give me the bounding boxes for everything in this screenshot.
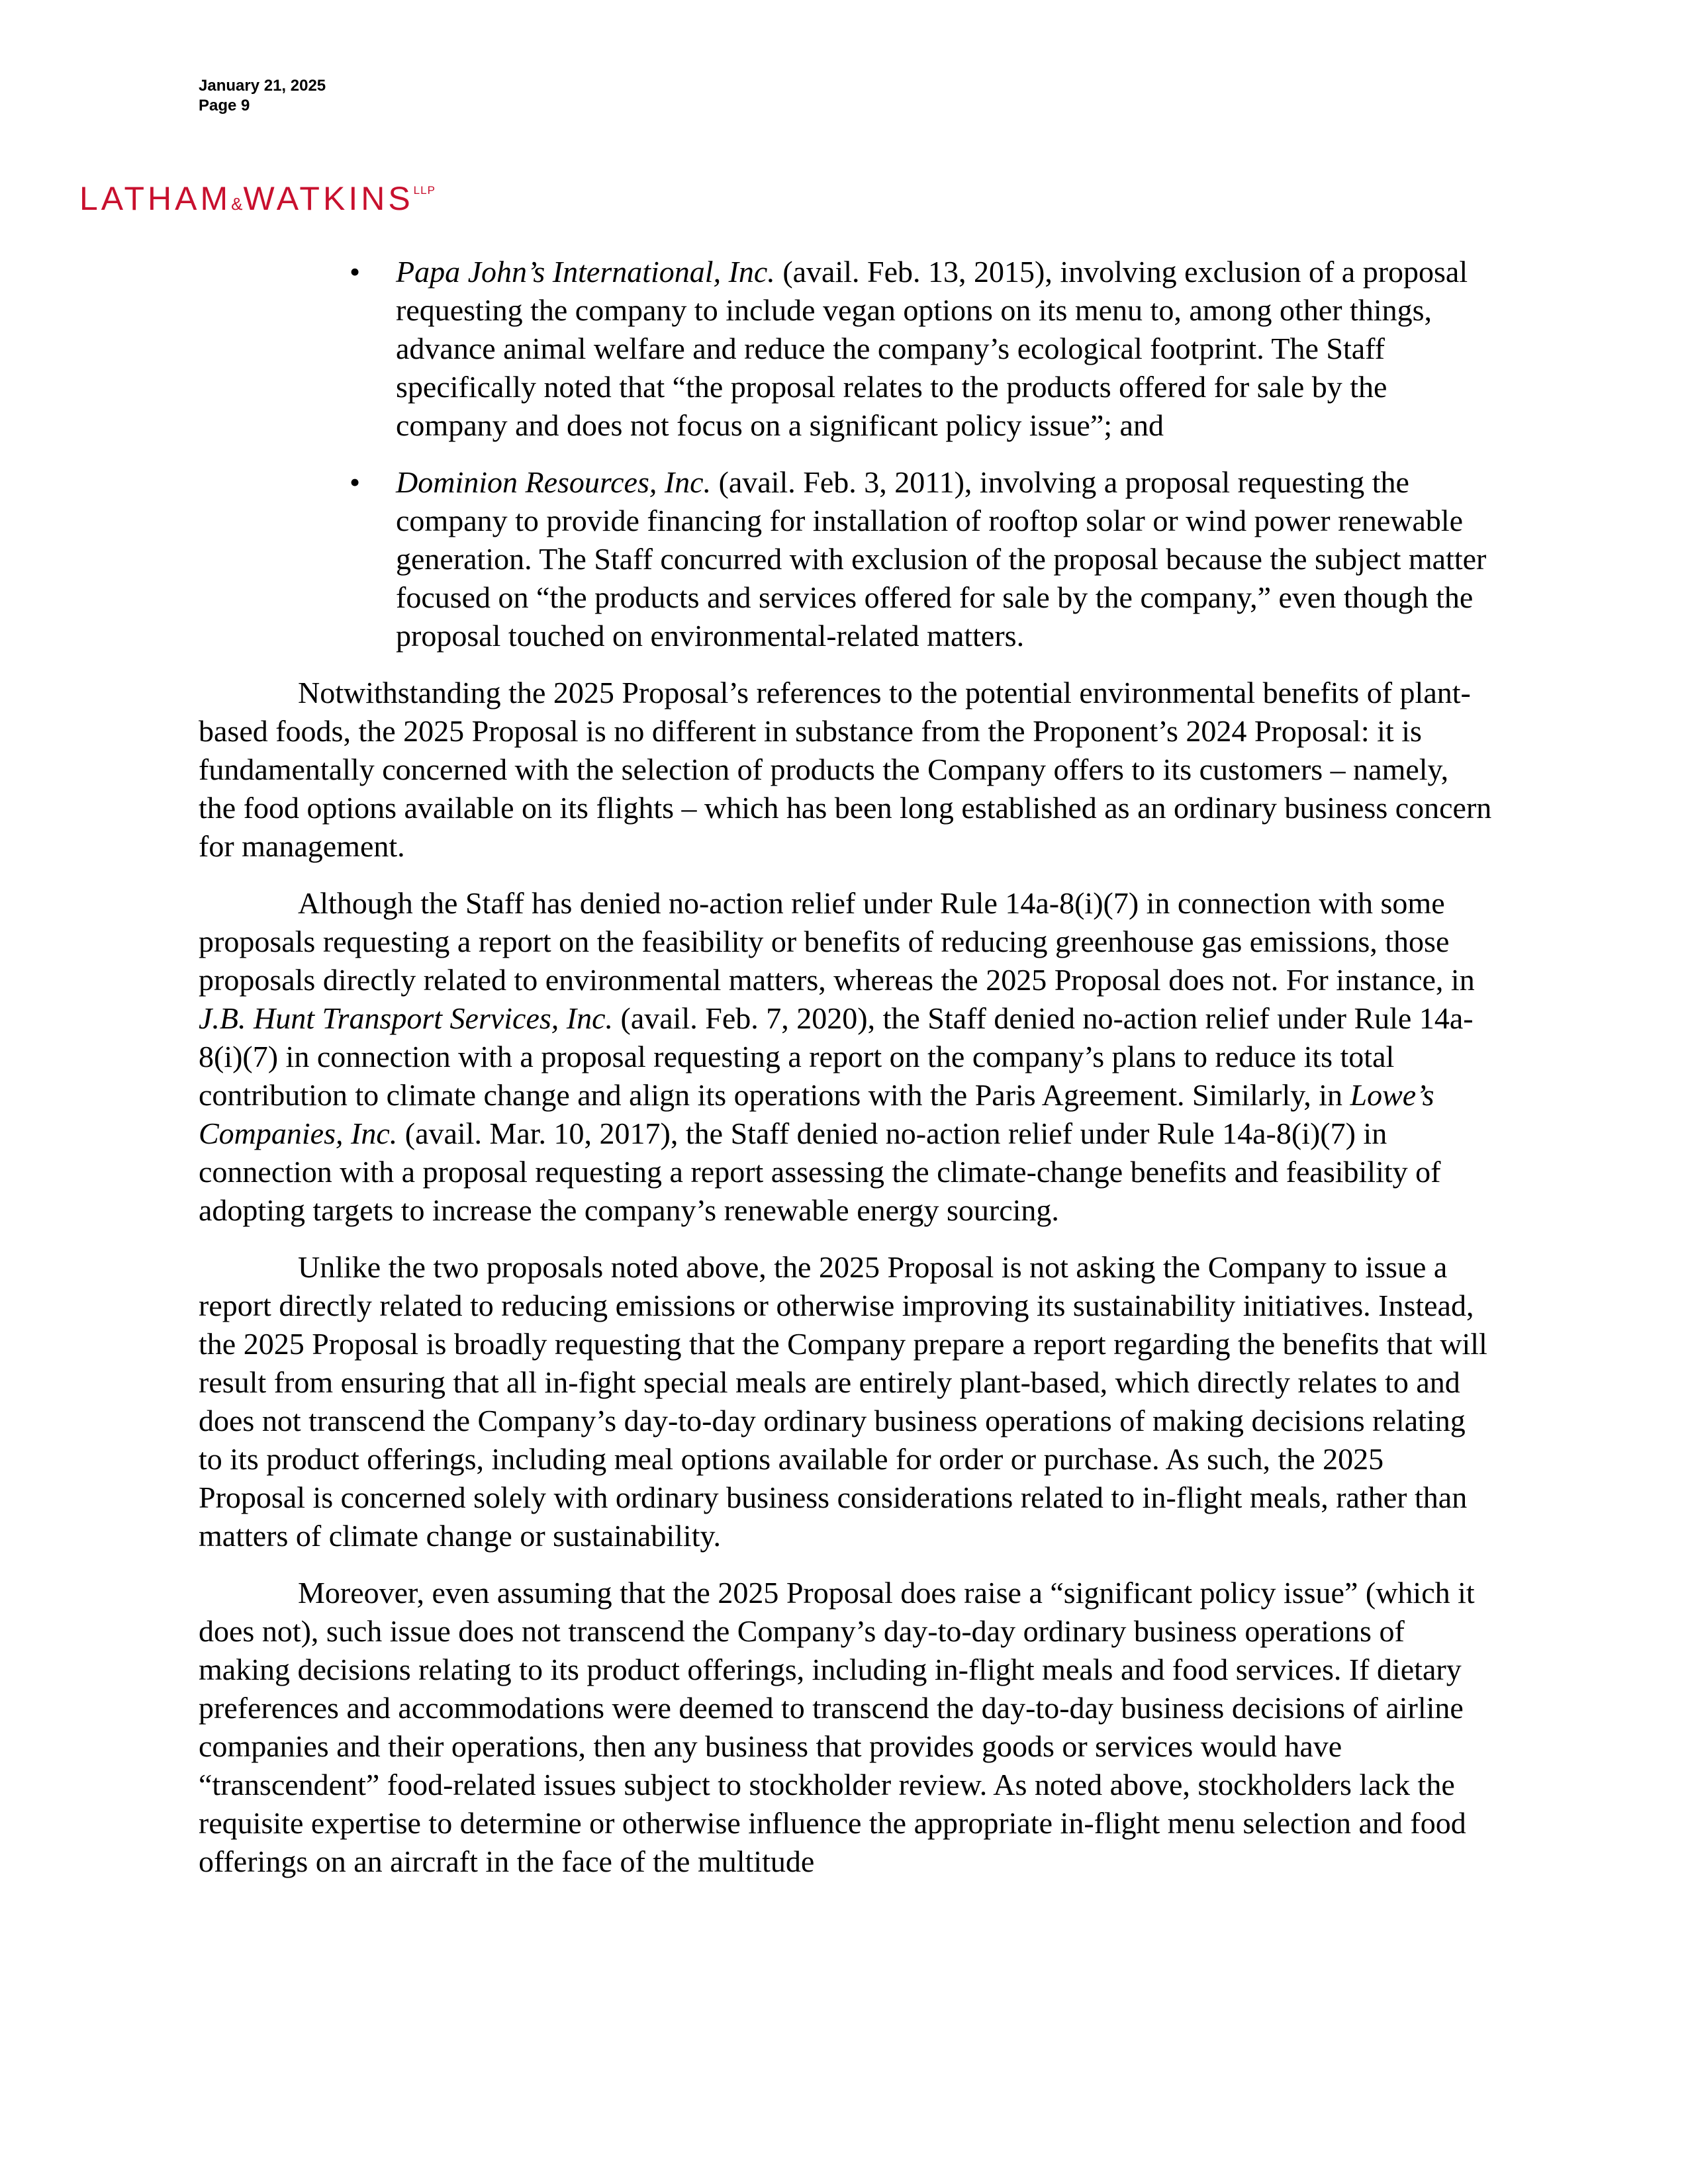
firm-logo (79, 171, 436, 224)
list-item-text: (avail. Feb. 13, 2015), involving exclusion of a proposal requesting the company to include vegan options on its menu to, among other things, advance animal welfare and reduce the company’s ecological footprint. The Staff specifically noted that “the proposal relates to the products offered for sale by the company and does not focus on a significant policy issue”; and (396, 255, 1468, 442)
logo-name-left: LATHAM (79, 180, 232, 217)
case-name: J.B. Hunt Transport Services, Inc. (199, 1001, 614, 1035)
paragraph-notwithstanding: Notwithstanding the 2025 Proposal’s references to the potential environmental benefits of plant-based foods, the 2025 Proposal is no different in substance from the Proponent’s 2024 Proposal: it is fundamentally concerned with the selection of products the Company offers to its customers – namely, the food options available on its flights – which has been long established as an ordinary business concern for management. (199, 676, 1492, 863)
document-body (199, 253, 1493, 1899)
case-name: Dominion Resources, Inc. (396, 465, 712, 499)
page-header (199, 76, 326, 116)
list-item-text: (avail. Feb. 3, 2011), involving a proposal requesting the company to provide financing for installation of rooftop solar or wind power renewable generation. The Staff concurred with exclusion of the proposal because the subject matter focused on “the products and services offered for sale by the company,” even though the proposal touched on environmental-related matters. (396, 465, 1487, 653)
paragraph-text: (avail. Feb. 7, 2020), the Staff denied no-action relief under Rule 14a-8(i)(7) in connection with a proposal requesting a report on the company’s plans to reduce its total contribution to climate change and align its operations with the Paris Agreement. Similarly, in (199, 1001, 1474, 1112)
precedent-list (199, 253, 1493, 655)
bullet-marker: • (350, 255, 361, 289)
paragraph-unlike: Unlike the two proposals noted above, the 2025 Proposal is not asking the Company to issue a report directly related to reducing emissions or otherwise improving its sustainability initiatives. Instead, the 2025 Proposal is broadly requesting that the Company prepare a report regarding the benefits that will result from ensuring that all in-fight special meals are entirely plant-based, which directly relates to and does not transcend the Company’s day-to-day ordinary business operations of making decisions relating to its product offerings, including meal options available for order or purchase. As such, the 2025 Proposal is concerned solely with ordinary business considerations related to in-flight meals, rather than matters of climate change or sustainability. (199, 1250, 1487, 1553)
bullet-marker: • (350, 465, 361, 499)
paragraph-text: (avail. Mar. 10, 2017), the Staff denied no-action relief under Rule 14a-8(i)(7) in connection with a proposal requesting a report assessing the climate-change benefits and feasibility of adopting targets to increase the company’s renewable energy sourcing. (199, 1116, 1441, 1227)
case-name: Lowe’s Companies, Inc. (199, 1078, 1434, 1150)
list-item (350, 253, 1493, 445)
logo-name-right: WATKINS (243, 180, 414, 217)
case-name: Papa John’s International, Inc. (396, 255, 775, 289)
logo-suffix: LLP (413, 184, 436, 197)
paragraph-staff-precedents (199, 884, 1493, 1230)
paragraph-moreover: Moreover, even assuming that the 2025 Proposal does raise a “significant policy issue” (which it does not), such issue does not transcend the Company’s day-to-day ordinary business operations of making decisions relating to its product offerings, including in-flight meals and food services. If dietary preferences and accommodations were deemed to transcend the day-to-day business decisions of airline companies and their operations, then any business that provides goods or services would have “transcendent” food-related issues subject to stockholder review. As noted above, stockholders lack the requisite expertise to determine or otherwise influence the appropriate in-flight menu selection and food offerings on an aircraft in the face of the multitude (199, 1576, 1475, 1878)
header-page-number: Page 9 (199, 97, 250, 114)
paragraph-text: Although the Staff has denied no-action relief under Rule 14a-8(i)(7) in connection with some proposals requesting a report on the feasibility or benefits of reducing greenhouse gas emissions, those proposals directly related to environmental matters, whereas the 2025 Proposal does not. For instance, in (199, 886, 1475, 997)
logo-ampersand: & (231, 194, 244, 214)
list-item (350, 463, 1493, 655)
header-date: January 21, 2025 (199, 77, 326, 95)
